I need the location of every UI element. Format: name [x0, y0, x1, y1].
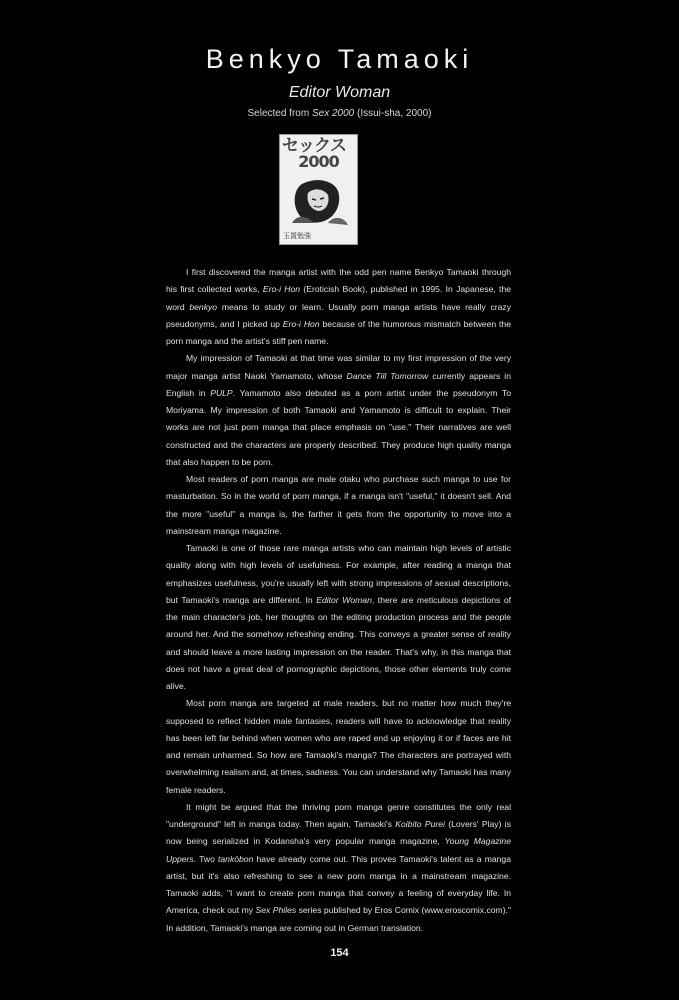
italic-title-text: Editor Woman [316, 594, 372, 605]
article-body [166, 264, 511, 937]
paragraph-text: (Lovers' Play) is now being serialized in Kodansha's very popular manga magazine, [166, 819, 511, 847]
italic-title-text: Ero-i Hon [282, 318, 320, 329]
article-subtitle: Editor Woman [288, 84, 391, 101]
paragraph-text: currently appears in English in [166, 370, 511, 398]
book-cover-image [279, 134, 358, 245]
paragraph-text: Most porn manga are targeted at male readers, but no matter how much they're supposed to reflect hidden male fantasies, readers will have to acknowledge that reality has been left far behind when women who are raped end up enjoying it or if faces are hit and remain unharmed. So how are Tamaoki's manga? The characters are portrayed with overwhelming realism and, at times, sadness. You can understand why Tamaoki has many female readers. [166, 698, 511, 795]
body-paragraph [166, 350, 511, 471]
italic-title-text: benkyo [189, 301, 218, 312]
paragraph-text: . Yamamoto also debuted as a porn artist under the pseudonym To Moriyama. My impression of both Tamaoki and Yamamoto is difficult to explain. Their works are not just porn manga that place emphasis on "use." Their narratives are well constructed and the characters are properly described. They produce high quality manga that also happen to be porn. [166, 387, 511, 467]
source-prefix: Selected from [247, 108, 312, 119]
source-suffix: (Issui-sha, 2000) [354, 108, 432, 119]
paragraph-text: Most readers of porn manga are male otaku who purchase such manga to use for masturbation. So in the world of porn manga, if a manga isn't "useful," it doesn't sell. And the more "useful" a manga is, the farther it gets from the opportunity to move into a mainstream manga magazine. [166, 474, 511, 536]
cover-byline: 玉置勉強 [283, 232, 311, 240]
italic-title-text: Koibito Purei [395, 819, 445, 829]
italic-title-text: tankōbon [218, 853, 254, 864]
paragraph-text: series published by Eros Comix (www.eroscomix.com)." In addition, Tamaoki's manga are coming out in German translation. [166, 905, 512, 933]
source-book: Sex 2000 [311, 108, 355, 119]
italic-title-text: Young Magazine Uppers [166, 836, 511, 864]
cover-logo-line1: セックス [282, 136, 346, 156]
paragraph-text: because of the humorous mismatch between the porn manga and the artist's stiff pen name. [166, 318, 511, 346]
paragraph-text: I first discovered the manga artist with the odd pen name Benkyo Tamaoki through his first collected works, [166, 267, 511, 295]
italic-title-text: PULP [210, 387, 233, 398]
page-number: 154 [330, 947, 349, 959]
cover-illustration [284, 173, 353, 227]
paragraph-text: have already come out. This proves Tamaoki's talent as a manga artist, but it's also refreshing to see a new porn manga in a mainstream magazine. Tamaoki adds, "I want to create porn manga that convey a feeling of everyday life. In America, check out my [166, 853, 511, 916]
italic-title-text: Dance Till Tomorrow [346, 370, 429, 381]
body-paragraph [166, 264, 511, 350]
paragraph-text: (Eroticish Book), published in 1995. In Japanese, the word [166, 284, 512, 312]
paragraph-text: , there are meticulous depictions of the main character's job, her thoughts on the editing production process and the people around her. And the somehow refreshing ending. This conveys a greater sense of reality and should leave a more lasting impression on the reader. That's why, in this manga that does not have a great deal of pornographic depictions, those other elements truly come alive. [166, 594, 511, 691]
source-line [0, 108, 679, 119]
body-paragraph [166, 695, 511, 799]
cover-logo [282, 138, 355, 170]
article-title: Benkyo Tamaoki [205, 44, 474, 74]
body-paragraph [166, 540, 511, 695]
paragraph-text: . Two [193, 853, 218, 864]
italic-title-text: Ero-i Hon [262, 284, 301, 295]
paragraph-text: means to study or learn. Usually porn manga artists have really crazy pseudonyms, and I picked up [166, 301, 511, 329]
paragraph-text: My impression of Tamaoki at that time was similar to my first impression of the very major manga artist Naoki Yamamoto, whose [166, 353, 511, 381]
paragraph-text: Tamaoki is one of those rare manga artists who can maintain high levels of artistic quality along with high levels of usefulness. For example, after reading a manga that emphasizes usefulness, you're usually left with strong impressions of sexual descriptions, but Tamaoki's manga are different. In [166, 543, 511, 605]
italic-title-text: Sex Philes [255, 905, 297, 916]
body-paragraph [166, 799, 511, 937]
paragraph-text: It might be argued that the thriving porn manga genre constitutes the only real "underground" left in manga today. Then again, Tamaoki's [166, 801, 511, 829]
body-paragraph [166, 471, 511, 540]
cover-logo-line2: 2000 [298, 152, 339, 171]
